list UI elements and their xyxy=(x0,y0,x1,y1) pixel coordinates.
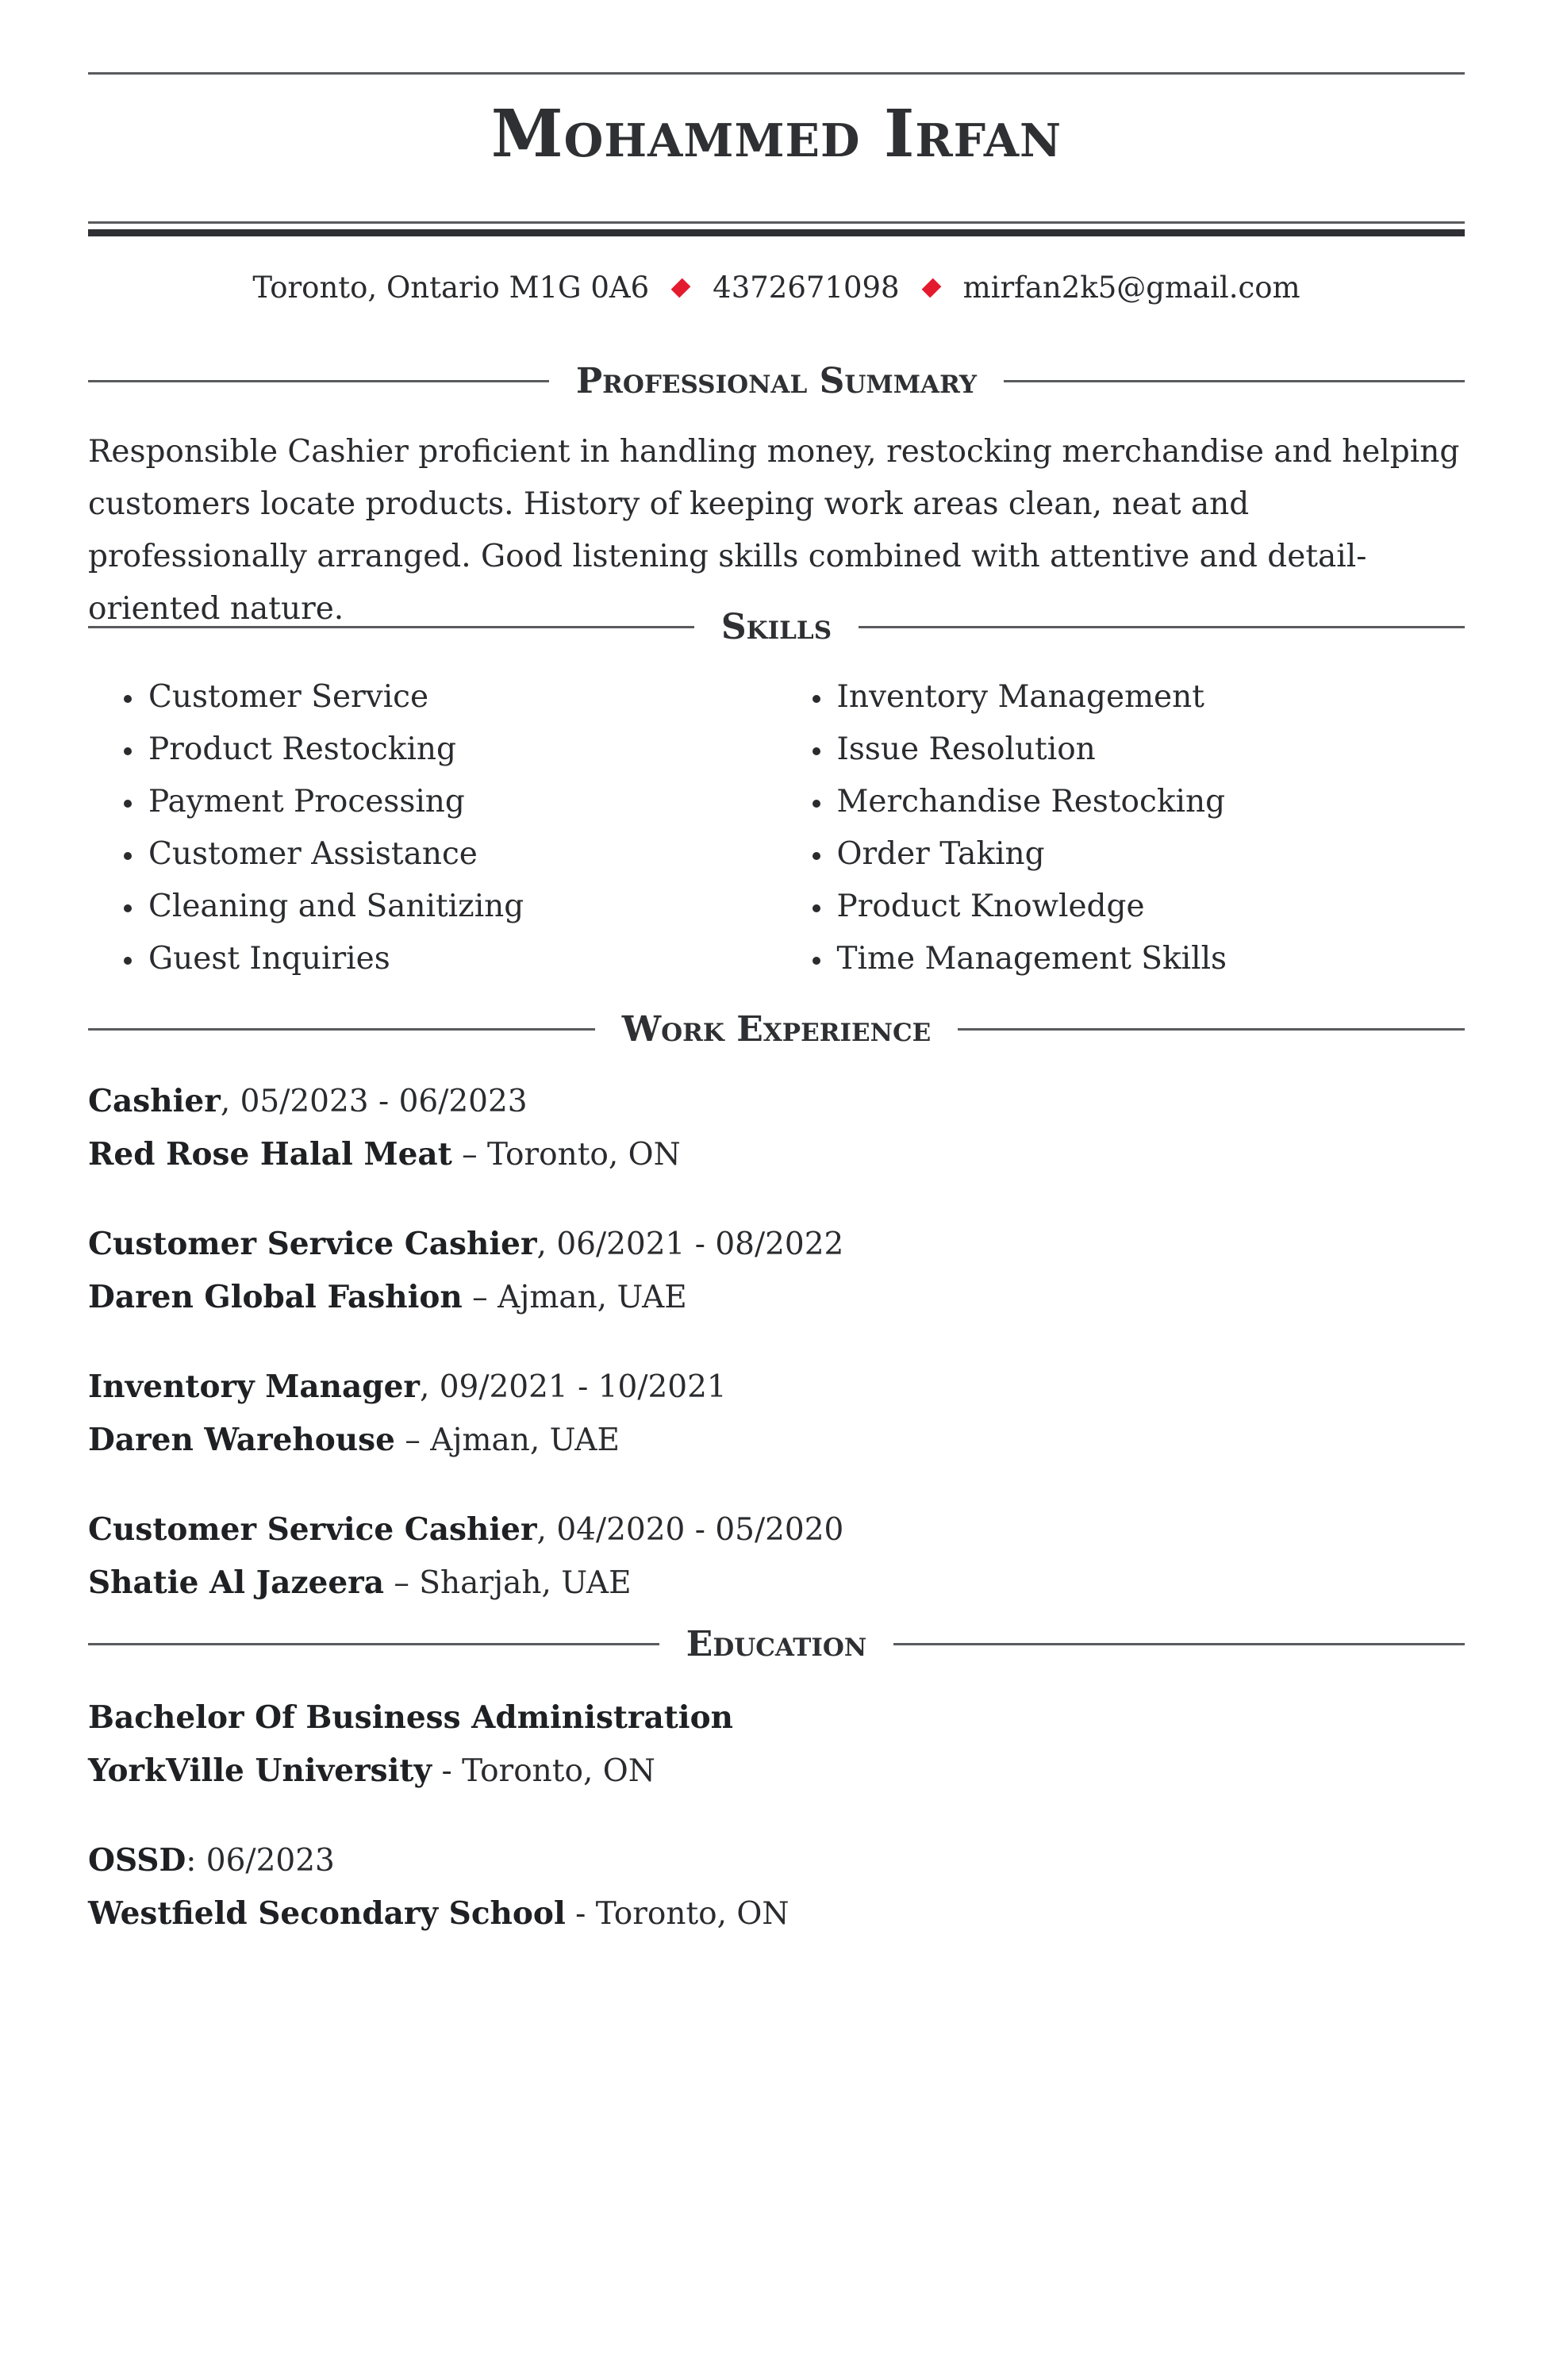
section-heading-education xyxy=(88,1620,1465,1668)
top-divider xyxy=(88,72,1465,75)
degree: Bachelor Of Business Administration xyxy=(88,1699,733,1736)
job-company-line xyxy=(88,1271,1465,1324)
job-title: Inventory Manager xyxy=(88,1368,420,1405)
job-title-line xyxy=(88,1503,1465,1557)
contact-line xyxy=(88,267,1465,309)
job-title-line xyxy=(88,1218,1465,1271)
degree: OSSD xyxy=(88,1842,186,1879)
experience-entry xyxy=(88,1361,1465,1467)
section-title: Work Experience xyxy=(621,1008,932,1050)
job-title-line xyxy=(88,1075,1465,1128)
heading-rule xyxy=(88,626,694,628)
section-heading-skills xyxy=(88,603,1465,651)
degree-line xyxy=(88,1834,1465,1887)
degree-date: : 06/2023 xyxy=(186,1843,335,1879)
job-title-line xyxy=(88,1361,1465,1414)
section-title: Education xyxy=(686,1623,867,1664)
degree-line xyxy=(88,1691,1465,1745)
skill-item: Cleaning and Sanitizing xyxy=(88,881,777,933)
skill-item: Time Management Skills xyxy=(777,933,1466,985)
skills-list xyxy=(88,671,1465,985)
skill-item: Guest Inquiries xyxy=(88,933,777,985)
skill-item: Merchandise Restocking xyxy=(777,776,1466,828)
job-location: – Toronto, ON xyxy=(451,1137,681,1173)
skills-column-right xyxy=(777,671,1466,985)
job-company-line xyxy=(88,1128,1465,1181)
diamond-separator-icon xyxy=(921,278,941,298)
school: Westfield Secondary School xyxy=(88,1895,566,1932)
job-title: Cashier xyxy=(88,1083,221,1119)
education-entry xyxy=(88,1691,1465,1798)
heading-rule xyxy=(859,626,1465,628)
heading-rule xyxy=(88,380,549,382)
heading-rule xyxy=(893,1643,1465,1645)
education-list xyxy=(88,1691,1465,1977)
school-location: - Toronto, ON xyxy=(432,1753,655,1789)
job-company: Daren Global Fashion xyxy=(88,1279,463,1315)
school-location: - Toronto, ON xyxy=(565,1896,789,1932)
section-heading-experience xyxy=(88,1005,1465,1053)
school-line xyxy=(88,1745,1465,1798)
header-divider-thick xyxy=(88,229,1465,236)
skill-item: Product Restocking xyxy=(88,724,777,776)
experience-entry xyxy=(88,1503,1465,1610)
school-line xyxy=(88,1887,1465,1940)
job-location: – Sharjah, UAE xyxy=(383,1565,632,1601)
skills-column-left xyxy=(88,671,777,985)
skill-item: Issue Resolution xyxy=(777,724,1466,776)
heading-rule xyxy=(1004,380,1465,382)
job-company: Daren Warehouse xyxy=(88,1422,395,1458)
education-entry xyxy=(88,1834,1465,1940)
heading-rule xyxy=(958,1028,1465,1031)
skill-item: Inventory Management xyxy=(777,671,1466,724)
section-title: Professional Summary xyxy=(575,360,978,401)
job-location: – Ajman, UAE xyxy=(462,1280,687,1315)
skill-item: Customer Service xyxy=(88,671,777,724)
skill-item: Payment Processing xyxy=(88,776,777,828)
skill-item: Order Taking xyxy=(777,828,1466,881)
job-title: Customer Service Cashier xyxy=(88,1226,537,1262)
job-dates: , 04/2020 - 05/2020 xyxy=(536,1512,844,1548)
candidate-name: Mohammed Irfan xyxy=(490,96,1062,172)
summary-text: Responsible Cashier proficient in handling money, restocking merchandise and helping customers locate products. History of keeping work areas clean, neat and professionally arranged. Good listening skills combined with attentive and detail-oriented nature. xyxy=(88,434,1460,627)
skill-item: Customer Assistance xyxy=(88,828,777,881)
header-divider-thin xyxy=(88,221,1465,224)
school: YorkVille University xyxy=(88,1752,432,1789)
job-company-line xyxy=(88,1557,1465,1610)
section-heading-summary xyxy=(88,357,1465,405)
experience-list xyxy=(88,1075,1465,1646)
contact-email: mirfan2k5@gmail.com xyxy=(962,271,1300,305)
job-dates: , 09/2021 - 10/2021 xyxy=(419,1369,727,1405)
job-company: Red Rose Halal Meat xyxy=(88,1136,452,1173)
job-location: – Ajman, UAE xyxy=(394,1422,620,1458)
contact-address: Toronto, Ontario M1G 0A6 xyxy=(252,271,650,305)
job-company-line xyxy=(88,1414,1465,1467)
heading-rule xyxy=(88,1028,595,1031)
job-dates: , 06/2021 - 08/2022 xyxy=(536,1226,844,1262)
job-company: Shatie Al Jazeera xyxy=(88,1564,384,1601)
experience-entry xyxy=(88,1075,1465,1181)
skill-item: Product Knowledge xyxy=(777,881,1466,933)
contact-phone: 4372671098 xyxy=(713,271,900,305)
experience-entry xyxy=(88,1218,1465,1324)
diamond-separator-icon xyxy=(671,278,691,298)
section-title: Skills xyxy=(720,606,832,647)
job-title: Customer Service Cashier xyxy=(88,1511,537,1548)
heading-rule xyxy=(88,1643,659,1645)
job-dates: , 05/2023 - 06/2023 xyxy=(220,1084,528,1119)
